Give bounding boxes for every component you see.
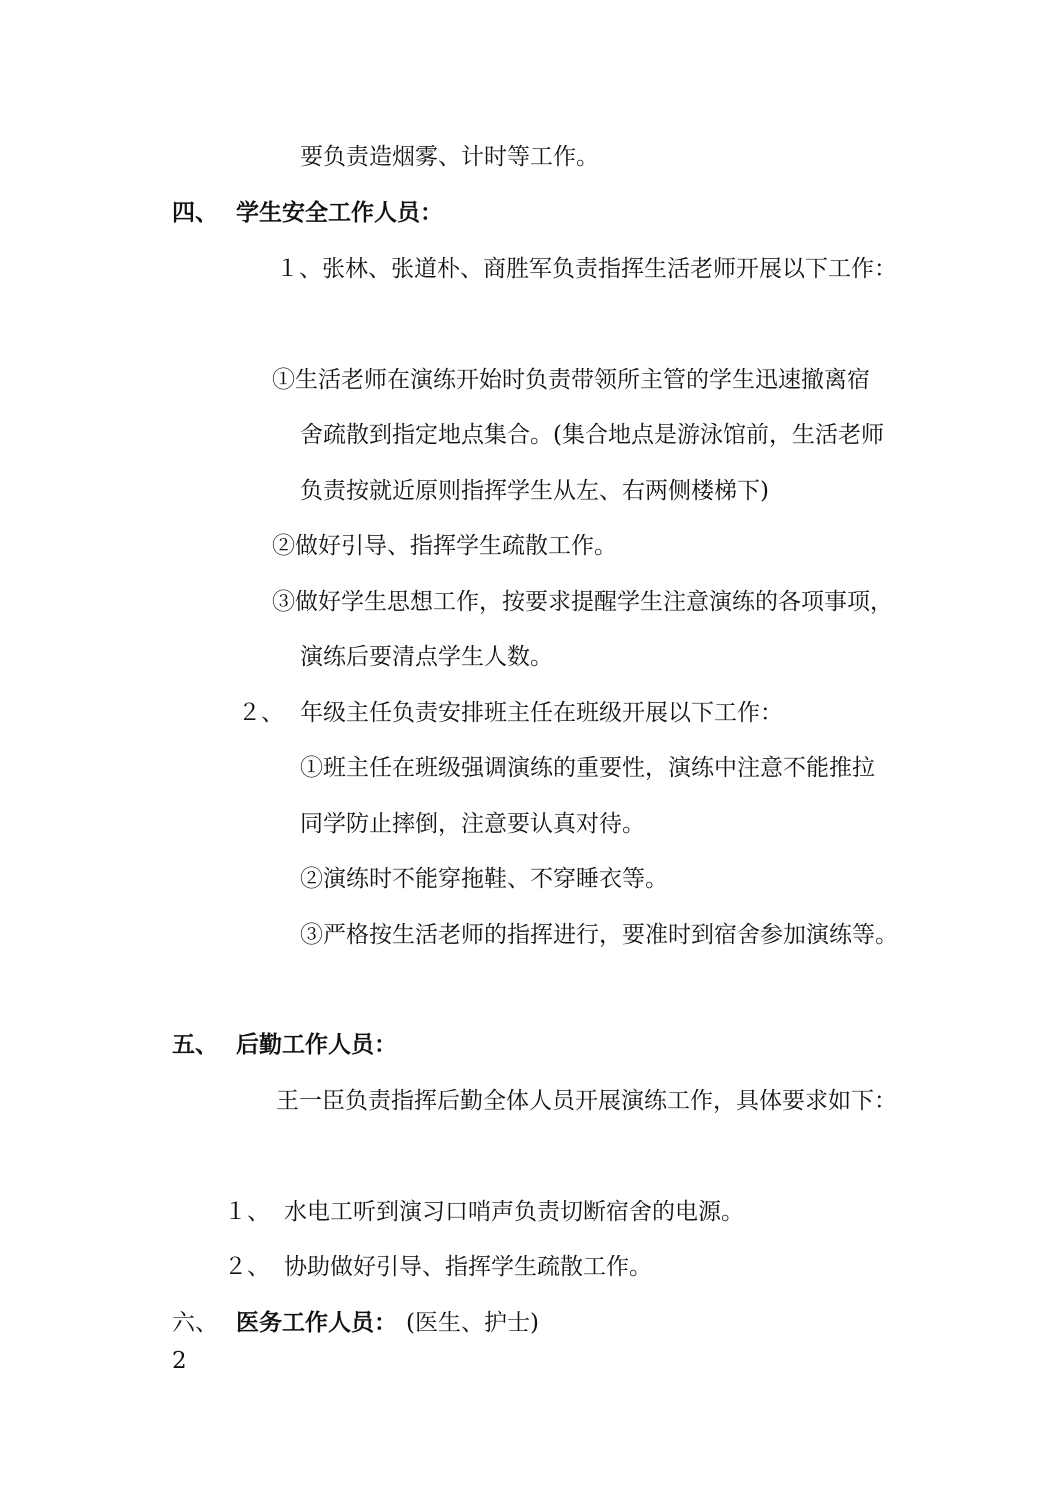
item-4-2: 年级主任负责安排班主任在班级开展以下工作： (300, 700, 783, 726)
section-6-number: 六、 (172, 1310, 218, 1336)
item-5-2-number: ２、 (224, 1254, 270, 1280)
item-5-2: 协助做好引导、指挥学生疏散工作。 (284, 1254, 652, 1280)
section-6-title: 医务工作人员： (236, 1309, 397, 1336)
item-4-2-b: ②演练时不能穿拖鞋、不穿睡衣等。 (300, 866, 668, 892)
section-6-suffix: (医生、护士) (406, 1310, 539, 1336)
item-4-1-c-line2: 演练后要清点学生人数。 (300, 644, 553, 670)
item-4-1-b: ②做好引导、指挥学生疏散工作。 (272, 533, 617, 559)
item-4-2-number: ２、 (238, 700, 284, 726)
section-4-number: 四、 (172, 199, 218, 226)
item-5-1-number: １、 (224, 1199, 270, 1225)
section-5-number: 五、 (172, 1031, 218, 1058)
item-4-1-a-line1: ①生活老师在演练开始时负责带领所主管的学生迅速撤离宿 (272, 367, 870, 393)
item-4-1: １、张林、张道朴、商胜军负责指挥生活老师开展以下工作： (276, 256, 897, 282)
text-line: 要负责造烟雾、计时等工作。 (300, 144, 599, 170)
item-4-1-c-line1: ③做好学生思想工作，按要求提醒学生注意演练的各项事项， (272, 589, 893, 615)
section-5-title: 后勤工作人员： (236, 1031, 397, 1058)
item-5-1: 水电工听到演习口哨声负责切断宿舍的电源。 (284, 1199, 744, 1225)
section-4-title: 学生安全工作人员： (236, 199, 443, 226)
item-4-1-a-line3: 负责按就近原则指挥学生从左、右两侧楼梯下) (300, 478, 769, 504)
item-4-1-a-line2: 舍疏散到指定地点集合。(集合地点是游泳馆前，生活老师 (300, 422, 884, 448)
page-number: 2 (172, 1348, 187, 1374)
item-4-2-a-line1: ①班主任在班级强调演练的重要性，演练中注意不能推拉 (300, 755, 875, 781)
item-4-2-a-line2: 同学防止摔倒，注意要认真对待。 (300, 811, 645, 837)
item-4-2-c: ③严格按生活老师的指挥进行，要准时到宿舍参加演练等。 (300, 922, 898, 948)
section-5-intro: 王一臣负责指挥后勤全体人员开展演练工作，具体要求如下： (276, 1088, 897, 1114)
